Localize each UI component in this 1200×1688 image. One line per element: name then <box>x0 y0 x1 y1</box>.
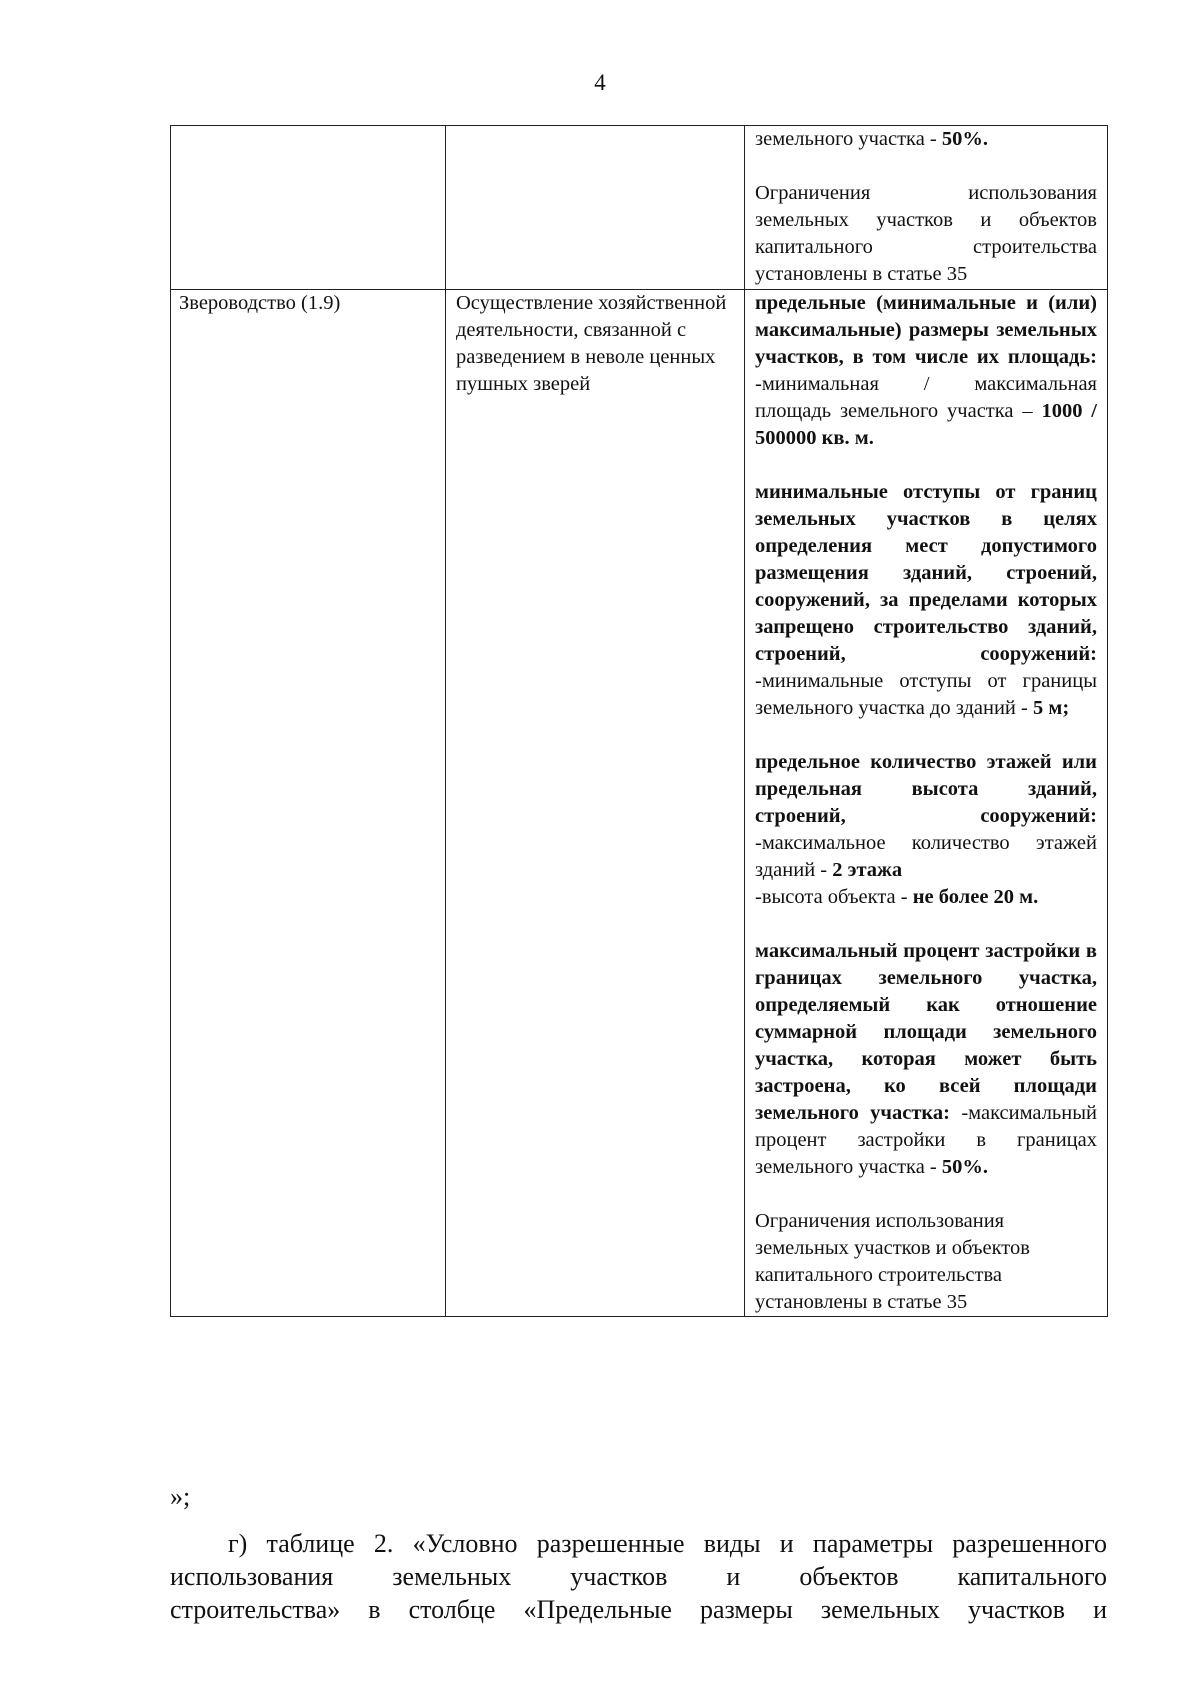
floors-heading: предельное количество этажей или предельная высота зданий, строений, сооружений: <box>755 751 1097 827</box>
param-text <box>755 126 1097 153</box>
floors-block <box>755 749 1097 911</box>
page-number: 4 <box>594 70 606 95</box>
parameters-cell <box>745 290 1108 1317</box>
use-description: Осуществление хозяйственной деятельности, связанной с разведением в неволе ценных пушных зверей <box>456 292 727 395</box>
area-text: -минимальная / максимальная площадь земельного участка – <box>755 373 1097 422</box>
restrictions-line: Ограничения использования <box>755 1210 1005 1232</box>
restrictions-line: капитального строительства <box>755 1264 1002 1286</box>
setback-text: -минимальные отступы от границы земельного участка до зданий - <box>755 670 1097 719</box>
paragraph-line: использования земельных участков и объектов капитального <box>170 1562 1107 1591</box>
restrictions-block <box>755 1208 1097 1316</box>
table-row <box>171 126 1108 290</box>
permitted-use-table <box>170 125 1108 1317</box>
setback-heading: минимальные отступы от границ земельных участков в целях определения мест допустимого размещения зданий, строений, сооружений, за пределами которых запрещено строительство зданий, строений, сооружений: <box>755 481 1097 665</box>
param-text: земельного участка - <box>755 128 942 150</box>
use-name: Звероводство (1.9) <box>179 292 341 314</box>
restrictions-text: Ограничения использования земельных участков и объектов капитального строительства установлены в статье 35 <box>755 182 1097 285</box>
table-row <box>171 290 1108 1317</box>
paragraph-line: г) таблице 2. «Условно разрешенные виды и параметры разрешенного <box>228 1529 1107 1558</box>
floors-value: 2 этажа <box>832 859 903 881</box>
coverage-heading: максимальный процент застройки в границах земельного участка, определяемый как отношение суммарной площади земельного участка, которая может быть застроена, ко всей площади земельного участка: <box>755 940 1097 1124</box>
setback-value: 5 м; <box>1032 697 1070 719</box>
floors-text: -максимальное количество этажей зданий - <box>755 832 1097 881</box>
after-table-text <box>170 1480 1107 1626</box>
coverage-block <box>755 938 1097 1181</box>
param-value: 50%. <box>941 128 989 150</box>
paragraph-line: строительства» в столбце «Предельные размеры земельных участков и <box>170 1595 1107 1624</box>
parameters-cell <box>745 126 1108 290</box>
use-name-cell <box>171 126 446 290</box>
height-text: -высота объекта - <box>755 886 913 908</box>
restrictions-line: земельных участков и объектов <box>755 1237 1030 1259</box>
restrictions-line: установлены в статье 35 <box>755 1291 968 1313</box>
use-description-cell <box>446 126 745 290</box>
amendment-paragraph <box>170 1527 1107 1626</box>
coverage-text: -максимальный процент застройки в границах земельного участка - <box>755 1102 1097 1178</box>
area-heading: предельные (минимальные и (или) максимальные) размеры земельных участков, в том числе их площадь: <box>755 292 1097 368</box>
height-value: не более 20 м. <box>912 886 1039 908</box>
area-value: 1000 / 500000 кв. м. <box>755 400 1097 449</box>
closing-quote: »; <box>170 1482 191 1511</box>
use-description-cell <box>446 290 745 1317</box>
setback-block <box>755 479 1097 722</box>
area-block <box>755 290 1097 452</box>
use-name-cell <box>171 290 446 1317</box>
coverage-value: 50%. <box>941 1156 989 1178</box>
